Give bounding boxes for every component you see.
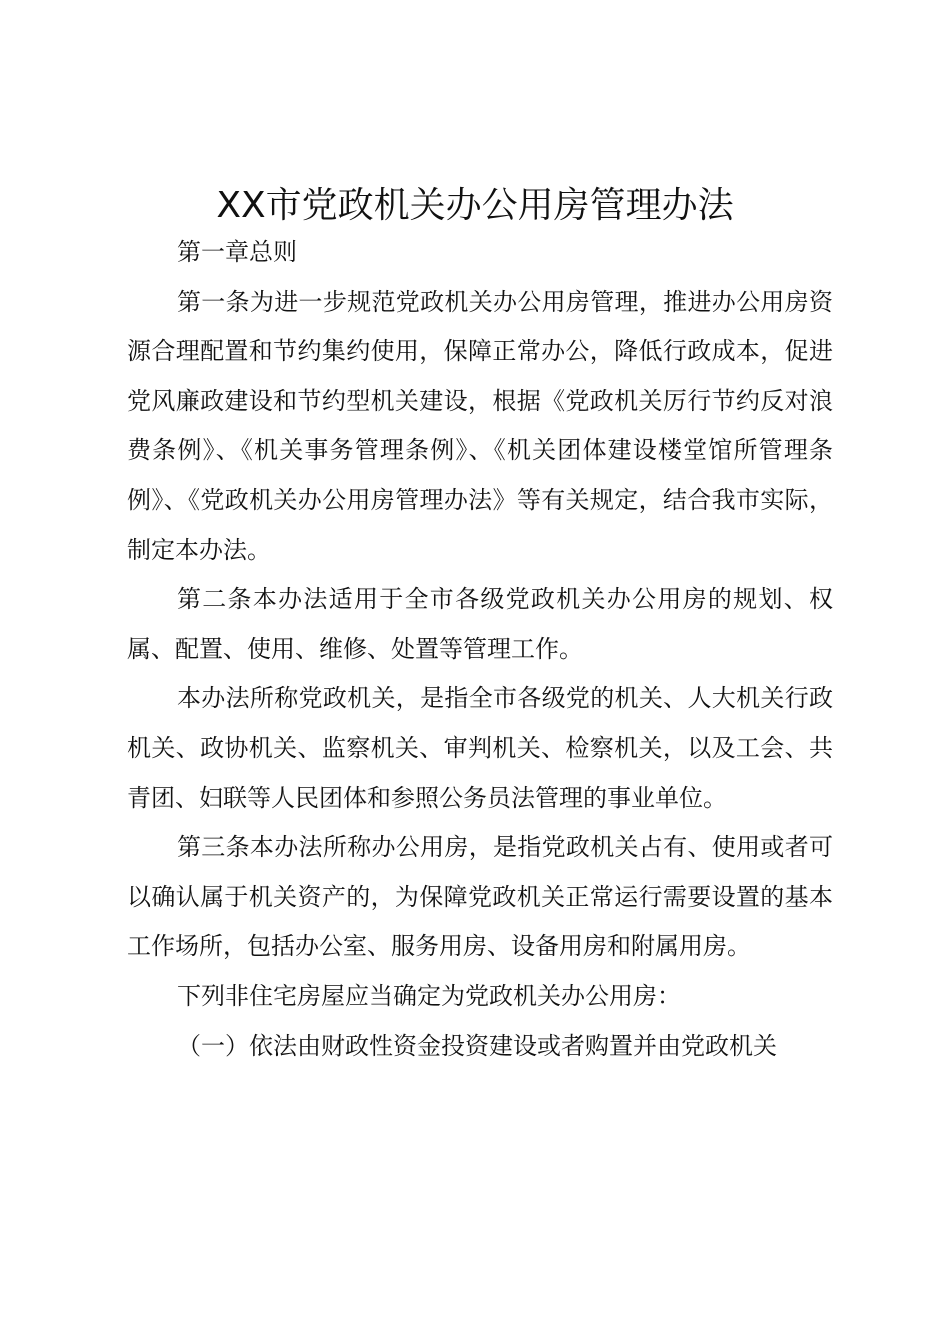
paragraph-article-2: 第二条本办法适用于全市各级党政机关办公用房的规划、权属、配置、使用、维修、处置等管理工作。: [127, 585, 833, 663]
paragraph-list-intro: 下列非住宅房屋应当确定为党政机关办公用房：: [177, 981, 681, 1010]
document-body: [127, 228, 833, 1071]
paragraph-definition-organs: 本办法所称党政机关，是指全市各级党的机关、人大机关行政机关、政协机关、监察机关、审判机关、检察机关，以及工会、共青团、妇联等人民团体和参照公务员法管理的事业单位。: [127, 684, 833, 812]
paragraph-article-1: 第一条为进一步规范党政机关办公用房管理，推进办公用房资源合理配置和节约集约使用，保障正常办公，降低行政成本，促进党风廉政建设和节约型机关建设，根据《党政机关厉行节约反对浪费条例》、《机关事务管理条例》、《机关团体建设楼堂馆所管理条例》、《党政机关办公用房管理办法》等有关规定，结合我市实际，制定本办法。: [127, 287, 833, 564]
paragraph-list-item-1: （一）依法由财政性资金投资建设或者购置并由党政机关: [177, 1031, 777, 1060]
chapter-heading: 第一章总则: [177, 238, 297, 266]
paragraph-article-3: 第三条本办法所称办公用房，是指党政机关占有、使用或者可以确认属于机关资产的，为保障党政机关正常运行需要设置的基本工作场所，包括办公室、服务用房、设备用房和附属用房。: [127, 833, 833, 961]
document-title: XX市党政机关办公用房管理办法: [216, 185, 734, 226]
